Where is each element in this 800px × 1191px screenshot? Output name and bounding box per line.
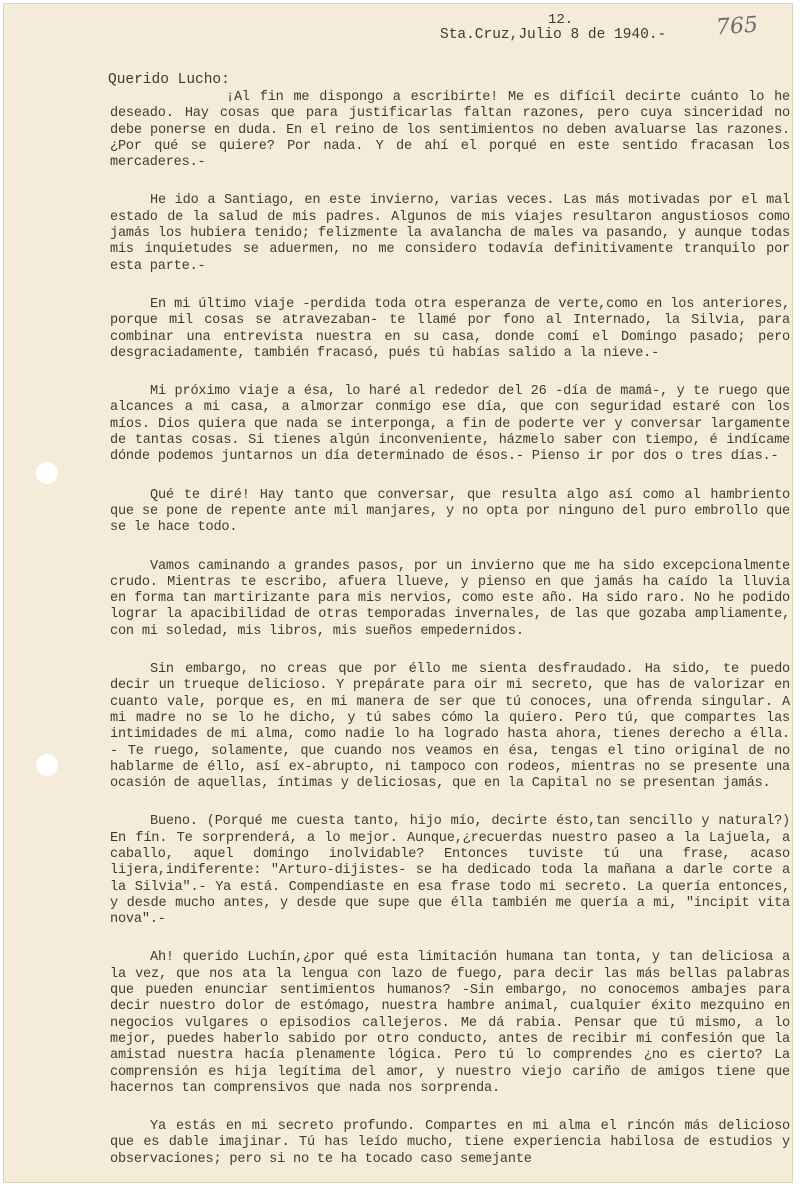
- paragraph-9: Ah! querido Luchín,¿por qué esta limitación humana tan tonta, y tan deliciosa a la vez, que nos ata la lengua con lazo de fuego, para decir las más bellas palabras que pueden enunciar sentimientos humanos? -Sin embargo, no conocemos ambajes para decir nuestro dolor de estómago, nuestra hambre animal, cualquier éxito mezquino en negocios vulgares o episodios callejeros. Me dá rabia. Pensar que tú mismo, a lo mejor, puedes haberlo sabido por otro conducto, antes de recibir mi confesión que la amistad nuestra hacía plenamente lógica. Pero tú lo comprendes ¿no es cierto? La comprensión es hija legítima del amor, y nuestro viejo cariño de amigos tiene que hacernos tan comprensivos que nada nos sorprenda.: [110, 950, 790, 1096]
- date-line: Sta.Cruz,Julio 8 de 1940.-: [440, 27, 667, 43]
- punch-hole-upper: [36, 462, 58, 484]
- paragraph-8: Bueno. (Porqué me cuesta tanto, hijo mío, decirte ésto,tan sencillo y natural?) En fín. Te sorprenderá, a lo mejor. Aunque,¿recuerdas nuestro paseo a la Lajuela, a caballo, aquel domingo inolvidable? Entonces tuviste tú una frase, acaso lijera,indiferente: "Arturo-dijistes- se ha dedicado toda la mañana a darle corte a la Silvia".- Ya está. Compendiaste en esa frase todo mi secreto. La quería entonces, y desde mucho antes, y desde que supe que élla también me quería a mi, "incipit vita nova".-: [110, 814, 790, 928]
- paragraph-10: Ya estás en mi secreto profundo. Compartes en mi alma el rincón más delicioso que es dable imajinar. Tú has leído mucho, tiene experiencia habilosa de estudios y observaciones; pero si no te ha tocado caso semejante: [110, 1119, 790, 1167]
- salutation: Querido Lucho:: [108, 72, 230, 88]
- archive-number: 765: [715, 12, 759, 41]
- paragraph-4: Mi próximo viaje a ésa, lo haré al rededor del 26 -día de mamá-, y te ruego que alcances a mi casa, a almorzar conmigo ese día, que con seguridad estaré con los míos. Dios quiera que nada se interponga, a fin de poderte ver y conversar largamente de tantas cosas. Si tienes algún inconveniente, házmelo saber con tiempo, é indícame dónde podemos juntarnos un día determinado de ésos.- Pienso ir por dos o tres días.-: [110, 384, 790, 465]
- paragraph-2: He ido a Santiago, en este invierno, varias veces. Las más motivadas por el mal estado de la salud de mis padres. Algunos de mis viajes resultaron angustiosos como jamás los hubiera tenido; felizmente la avalancha de males va pasando, y aunque todas mis inquietudes se aduermen, no me considero todavía definitivamente tranquilo por esta parte.-: [110, 193, 790, 274]
- letter-body: [110, 90, 790, 1190]
- punch-hole-lower: [36, 754, 58, 776]
- paragraph-5: Qué te diré! Hay tanto que conversar, que resulta algo así como al hambriento que se pone de repente ante mil manjares, y no opta por ninguno del puro embrollo que se le hace todo.: [110, 487, 790, 536]
- paragraph-3: En mi último viaje -perdida toda otra esperanza de verte,como en los anteriores, porque mil cosas se atravezaban- te llamé por fono al Internado, la Silvia, para combinar una entrevista nuestra en su casa, donde comí el Domingo pasado; pero desgraciadamente, también fracasó, pués tú habías salido a la nieve.-: [110, 296, 790, 361]
- paragraph-1: ¡Al fin me dispongo a escribirte! Me es difícil decirte cuánto lo he deseado. Hay cosas que para justificarlas faltan razones, pero cuya sinceridad no debe ponerse en duda. En el reino de los sentimientos no deben avaluarse las razones. ¿Por qué se quiere? Por nada. Y de ahí el porqué en este sentido fracasan los mercaderes.-: [110, 90, 790, 171]
- paragraph-7: Sin embargo, no creas que por éllo me sienta desfraudado. Ha sido, te puedo decir un trueque delicioso. Y prepárate para oir mi secreto, que has de valorizar en cuanto vale, porque es, en mi manera de ser que tú conoces, una ofrenda singular. A mi madre no se lo he dicho, y tú sabes cómo la quiero. Pero tú, que compartes las intimidades de mi alma, como nadie lo ha logrado hasta ahora, tienes derecho a élla. - Te ruego, solamente, que cuando nos veamos en ésa, tengas el tino original de no hablarme de éllo, así ex-abrupto, ni tampoco con rodeos, mientras no se presente una ocasión de aquellas, íntimas y deliciosas, que en la Capital no se presentan jamás.: [110, 662, 790, 792]
- paragraph-6: Vamos caminando a grandes pasos, por un invierno que me ha sido excepcionalmente crudo. Mientras te escribo, afuera llueve, y pienso en que jamás ha caído la lluvia en forma tan martirizante para mis nervios, como este año. Ha sido raro. No he podido lograr la apacibilidad de otras temporadas invernales, de las que gozaba ampliamente, con mi soledad, mis libros, mis sueños empedernidos.: [110, 558, 790, 639]
- page-number: 12.: [548, 12, 574, 28]
